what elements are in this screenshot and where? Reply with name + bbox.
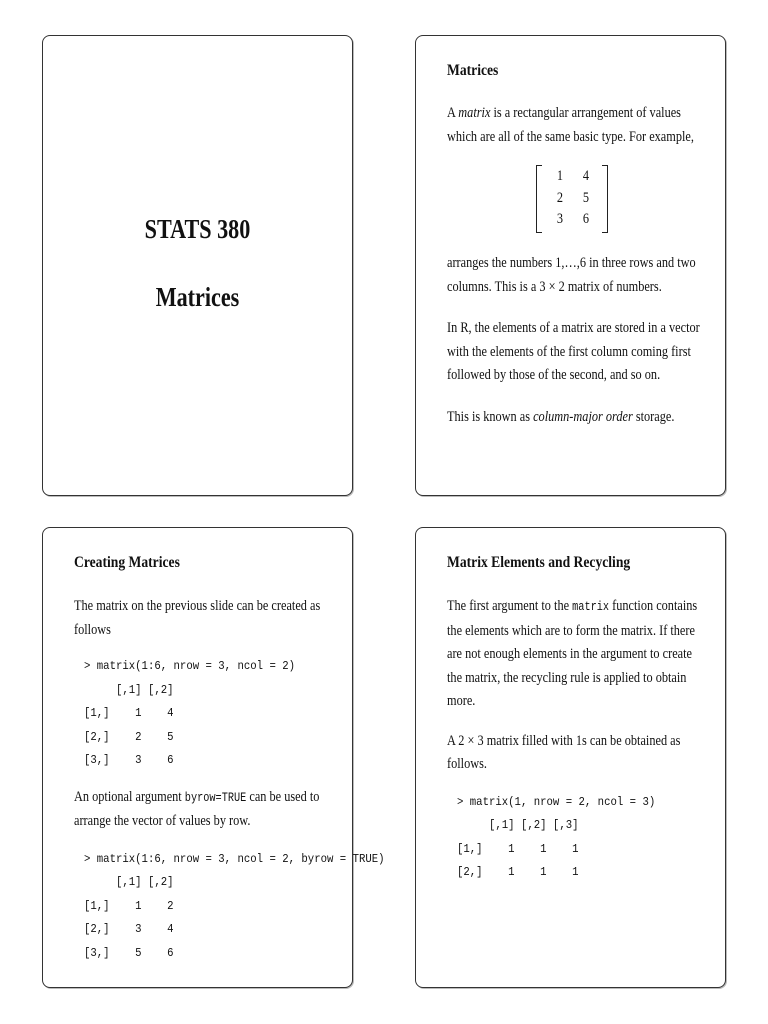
matrix-cell: 1	[556, 168, 564, 185]
text: This is known as	[447, 408, 534, 425]
matrix-cell: 2	[556, 189, 564, 206]
matrix-cell: 3	[556, 211, 564, 228]
paragraph-first-argument	[447, 595, 705, 714]
slide-recycling	[415, 527, 726, 988]
text: function contains the elements which are to form the matrix. If there are not enough elements in the argument to create the matrix, the recycling rule is applied to obtain more.	[447, 598, 698, 709]
inline-code: matrix	[572, 600, 610, 614]
paragraph-intro: The matrix on the previous slide can be created as follows	[74, 598, 321, 638]
text: A	[447, 105, 459, 121]
matrix-cell: 6	[582, 211, 590, 228]
paragraph-storage: In R, the elements of a matrix are stored in a vector with the elements of the first column coming first followed by those of the second, and so on.	[447, 320, 700, 383]
paragraph-ones-matrix: A 2 × 3 matrix filled with 1s can be obtained as follows.	[447, 732, 681, 772]
title-line-1: STATS 380	[144, 214, 251, 244]
text: The first argument to the	[447, 598, 573, 614]
matrix-example	[536, 165, 608, 233]
slide-heading: Matrix Elements and Recycling	[447, 554, 631, 571]
slide-matrices	[415, 35, 726, 496]
code-block-recycling: > matrix(1, nrow = 2, ncol = 3) [,1] [,2] [,3] [1,] 1 1 1 [2,] 1 1 1	[457, 794, 656, 879]
text: An optional argument	[74, 788, 185, 805]
slide-heading: Matrices	[447, 62, 499, 79]
slide-content-lower	[447, 252, 705, 429]
slide-creating-matrices	[42, 527, 385, 988]
slide-content	[447, 553, 705, 885]
matrix-cell: 4	[582, 168, 590, 185]
emphasis: matrix	[458, 105, 491, 121]
text: is a rectangular arrangement of values which are all of the same basic type. For example,	[447, 105, 694, 145]
matrix-table	[547, 166, 599, 231]
title-course	[43, 214, 352, 245]
emphasis: column-major order	[533, 408, 633, 425]
code-block-matrix: > matrix(1:6, nrow = 3, ncol = 2) [,1] [,2] [1,] 1 4 [2,] 2 5 [3,] 3 6	[84, 659, 296, 767]
paragraph-column-major	[447, 406, 705, 430]
slide-title	[42, 35, 353, 496]
text: can be used to arrange the vector of values by row.	[74, 788, 320, 829]
paragraph-byrow	[74, 786, 332, 834]
slide-content	[447, 61, 705, 149]
text: storage.	[632, 408, 675, 425]
paragraph-arrangement: arranges the numbers 1,…,6 in three rows and two columns. This is a 3 × 2 matrix of numbers.	[447, 255, 696, 295]
matrix-cell: 5	[582, 189, 590, 206]
slide-heading: Creating Matrices	[74, 554, 180, 571]
inline-code: byrow=TRUE	[184, 790, 247, 805]
slide-content	[74, 553, 385, 965]
title-line-2: Matrices	[155, 282, 240, 312]
paragraph-definition	[447, 102, 705, 149]
code-block-byrow: > matrix(1:6, nrow = 3, ncol = 2, byrow = TRUE) [,1] [,2] [1,] 1 2 [2,] 3 4 [3,] 5 6	[84, 851, 385, 960]
title-topic	[43, 282, 352, 313]
